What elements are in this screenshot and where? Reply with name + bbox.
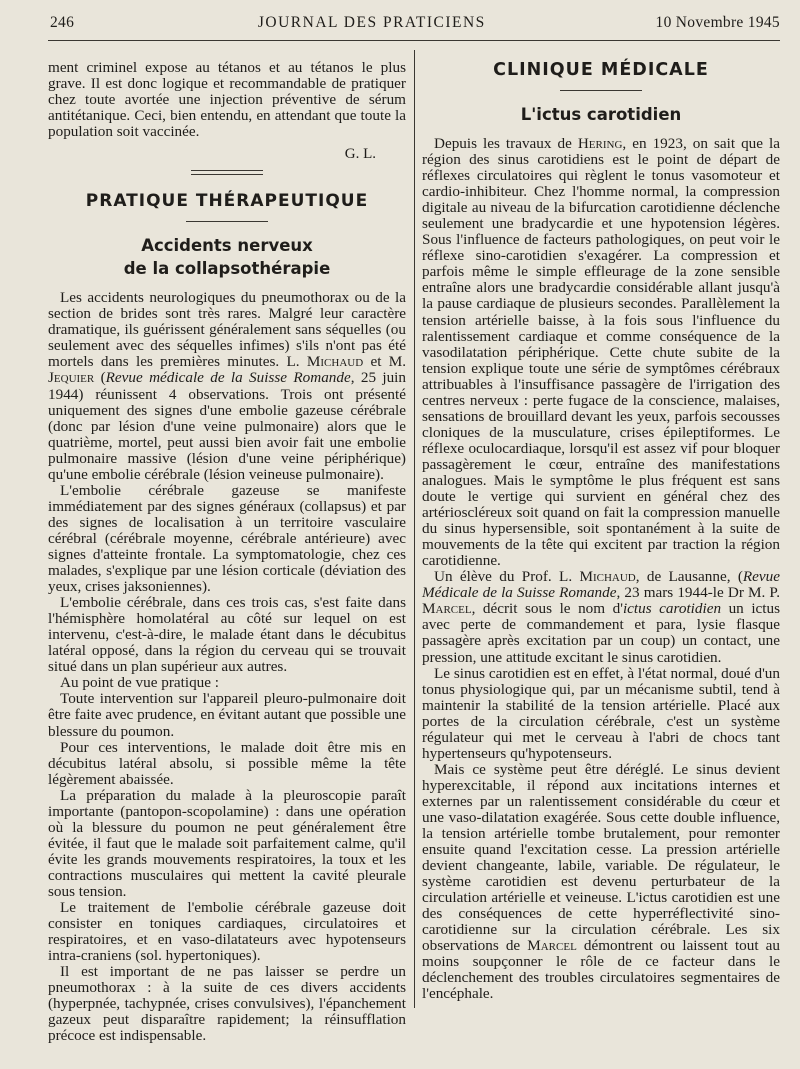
left-paragraph-2: L'embolie cérébrale gazeuse se manifeste immédiatement par des signes généraux (collapsus) et par des signes de localisation à un territoire vasculaire cérébral (cérébrale moyenne, cérébrale antérieure) avec signes d'atteinte frontale. La symptomatologie, chez ces malades, s'explique par une lésion corticale (déviation des yeux, crises jaksoniennes). [48, 481, 406, 596]
right-paragraph-4: Mais ce système peut être déréglé. Le sinus devient hyperexcitable, il répond aux incitations internes et externes par un ralentissement considérable du cœur et une vaso-dilatation exagérée. Sous cette double influence, la tension artérielle tombe brutalement, pour remonter ensuite quand l'excitation cesse. La pression artérielle devient changeante, labile, variable. De régulateur, le système carotidien est devenu perturbateur de la circulation artérielle et veineuse. L'ictus carotidien est une des conséquences de cette hyperréflectivité sino-carotidienne sur la circulation cérébrale. Les six observations de Marcel démontrent ou laissent tout au moins soupçonner le rôle de ce facteur dans le déclenchement des troubles circulatoires segmentaires de l'encéphale. [422, 760, 780, 1003]
left-paragraph-9: Il est important de ne pas laisser se perdre un pneumothorax : à la suite de ces divers accidents (hyperpnée, tachypnée, crises convulsives), l'épanchement gazeux peut disparaître rapidement; la réinsufflation précoce est indispensable. [48, 963, 406, 1045]
left-column [48, 60, 406, 1044]
author-name: Jequier [48, 369, 95, 387]
left-paragraph-7: La préparation du malade à la pleuroscopie paraît importante (pantopon-scopolamine) : dans une opération où la blessure du poumon ne peut généralement être évitée, il faut que le malade soit parfaitement calme, qu'il évite les grands mouvements respiratoires, la toux et les contractions musculaires qui mettent la cavité pleurale sous tension. [48, 786, 406, 900]
intro-paragraph: ment criminel expose au tétanos et au tétanos le plus grave. Il est donc logique et recommandable de pratiquer chez toute avortée une injection préventive de sérum antitétanique. Ceci, bien entendu, en attendant que toute la population soit vaccinée. [48, 59, 406, 141]
left-paragraph-4: Au point de vue pratique : [60, 674, 220, 692]
header-rule [48, 40, 780, 41]
section-rule [560, 90, 642, 91]
journal-title: JOURNAL DES PRATICIENS [257, 14, 486, 31]
column-divider [414, 50, 415, 1008]
left-paragraph-3: L'embolie cérébrale, dans ces trois cas, s'est faite dans l'hémisphère homolatéral au côté sur lequel on est intervenu, c'est-à-dire, le malade étant dans le décubitus latéral opposé, dans la région du cerveau qui se trouvait situé dans un plan supérieur aux autres. [48, 594, 406, 676]
article-title-accidents [48, 234, 406, 280]
journal-citation: Revue médicale de la Suisse Romande [105, 369, 351, 387]
page-header [50, 14, 780, 40]
section-title-clinique: CLINIQUE MÉDICALE [493, 60, 709, 80]
defined-term: ictus carotidien [622, 600, 722, 618]
section-title-therapeutique: PRATIQUE THÉRAPEUTIQUE [85, 191, 369, 212]
right-paragraph-3: Le sinus carotidien est en effet, à l'état normal, doué d'un tonus physiologique qui, par un mécanisme subtil, tend à maintenir la stabilité de la tension artérielle. Placé aux portes de la circulation cérébrale, c'est un système régulateur qui met le cerveau à l'abri de chocs tant hypertenseurs qu'hypotenseurs. [422, 664, 780, 762]
page-number: 246 [50, 14, 75, 31]
author-name: Marcel [422, 600, 472, 618]
left-paragraph-5: Toute intervention sur l'appareil pleuro-pulmonaire doit être faite avec prudence, en évitant autant que possible une blessure du poumon. [48, 690, 406, 740]
left-paragraph-8: Le traitement de l'embolie cérébrale gazeuse doit consister en toniques cardiaques, circulatoires et respiratoires, et en vaso-dilatateurs avec hypotenseurs intra-craniens (sol. hypertoniques). [48, 899, 406, 965]
section-rule [186, 221, 268, 222]
signature: G. L. [344, 146, 376, 163]
right-column [422, 60, 780, 1003]
author-name: Marcel [527, 937, 577, 955]
right-paragraph-2: Un élève du Prof. L. Michaud, de Lausanne, (Revue Médicale de la Suisse Romande, 23 mars 1944-le Dr M. P. Marcel, décrit sous le nom d'ictus carotidien un ictus avec perte de commandement et para, lysie flasque passagère après excitation par un coup) un contact, une pression, une attitude excitant le sinus carotidien. [422, 568, 781, 666]
article-title-line-2: de la collapsothérapie [123, 259, 331, 279]
right-paragraph-1: Depuis les travaux de Hering, en 1923, on sait que la région des sinus carotidiens est le point de départ de réflexes circulatoires qui règlent le tonus vasomoteur et cardio-inhibiteur. Chez l'homme normal, la compression digitale au niveau de la bifurcation carotidienne déclenche seulement une bradycardie et une hypotension légères. Sous l'influence de facteurs pathologiques, on peut voir le réflexe sino-carotidien s'exagérer. La compression et parfois même le simple effleurage de la zone sensible entraîne alors une bradycardie considérable allant jusqu'à la pause cardiaque de plusieurs secondes. Parallèlement la tension artérielle baisse, à la fois sous l'influence du ralentissement cardiaque et comme conséquence de la vasodilatation périphérique. Cette chute subite de la tension explique toute une série de symptômes cérébraux attribuables à l'insuffisance passagère de l'irrigation des centres nerveux : perte fugace de la conscience, malaises, sensations de brouillard devant les yeux, parfois secousses cloniques de la musculature, crises épileptiformes. Le réflexe oculocardiaque, lorsqu'il est assez vif pour bloquer passagèrement le cœur, entraîne des manifestations analogues. Mais le symptôme le plus fréquent est sans doute le vertige qui survient en général chez des artérioscléreux soit quand on fait la compression manuelle du sinus hypersensible, soit spontanément à la suite de mouvements de la tête qui excitent par traction la région carotidienne. [422, 135, 780, 570]
author-name: Michaud [579, 568, 636, 586]
left-paragraph-6: Pour ces interventions, le malade doit être mis en décubitus latéral absolu, si possible même la tête légèrement abaissée. [48, 738, 406, 788]
left-paragraph-1: Les accidents neurologiques du pneumothorax ou de la section de brides sont très rares. Malgré leur caractère dramatique, ils guérissent généralement sans séquelles (ou seulement avec des séquelles infimes) s'ils n'ont pas été mortels dans les premières minutes. L. Michaud et M. Jequier (Revue médicale de la Suisse Romande, 25 juin 1944) réunissent 4 observations. Trois ont présenté uniquement des signes d'une embolie gazeuse cérébrale (donc par lésion d'une veine pulmonaire) alors que le quatrième, mortel, peut aussi bien avoir fait une embolie pulmonaire massive (lésion d'une veine périphérique) qu'une embolie cérébrale (lésion veineuse pulmonaire). [48, 289, 407, 483]
page-bottom-margin [0, 1015, 800, 1069]
article-title-line-1: Accidents nerveux [141, 236, 313, 256]
double-rule-divider [191, 170, 263, 175]
author-name: Hering [577, 135, 623, 152]
author-name: Michaud [306, 353, 364, 371]
journal-citation: Revue Médicale de la Suisse Romande [422, 568, 780, 602]
article-title-ictus: L'ictus carotidien [520, 105, 682, 124]
issue-date: 10 Novembre 1945 [655, 14, 780, 31]
